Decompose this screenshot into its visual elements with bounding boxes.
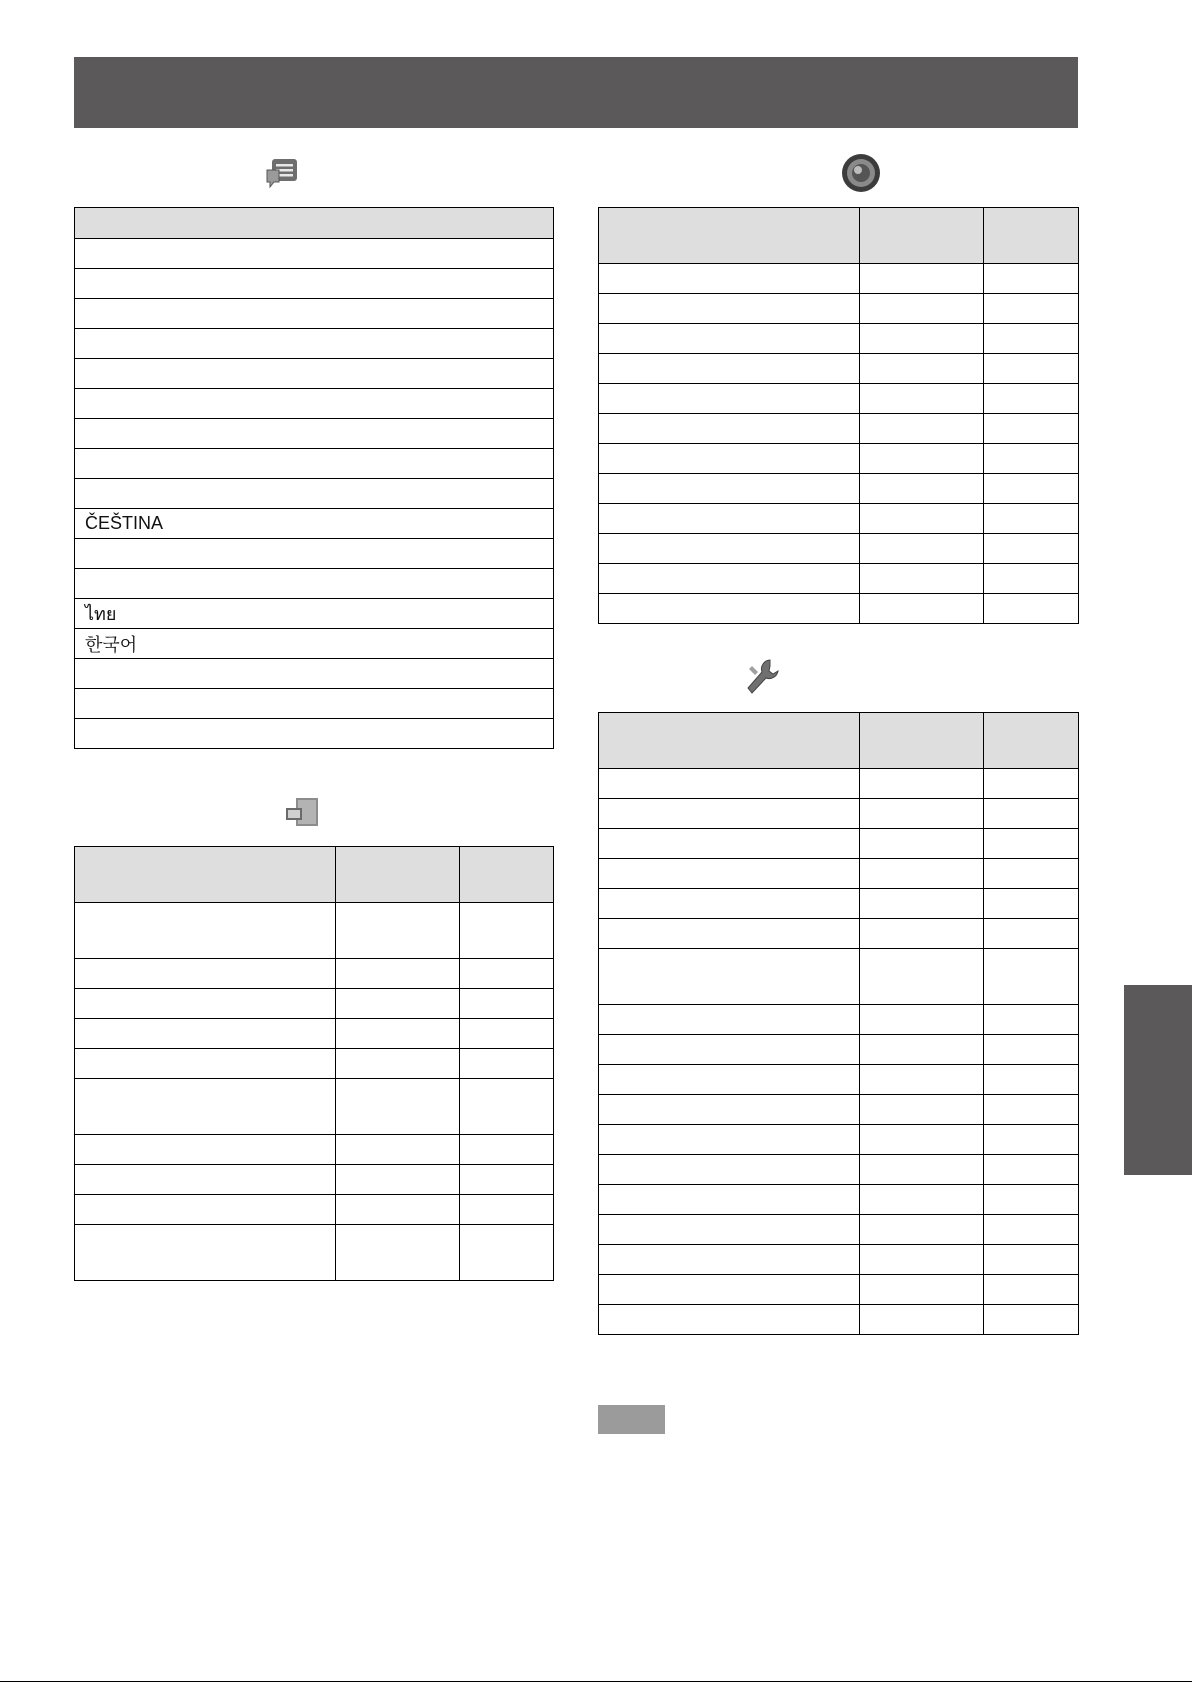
audio-cell [860, 564, 984, 594]
language-option [75, 449, 554, 479]
audio-cell [984, 414, 1079, 444]
picture-cell [336, 1079, 460, 1135]
language-row [75, 359, 554, 389]
picture-cell [460, 903, 554, 959]
language-table [74, 207, 554, 749]
setup-cell [599, 949, 860, 1005]
audio-cell [984, 534, 1079, 564]
audio-cell [599, 444, 860, 474]
picture-cell [75, 1195, 336, 1225]
setup-cell [599, 859, 860, 889]
picture-row [75, 989, 554, 1019]
setup-cell [599, 1125, 860, 1155]
picture-cell [460, 1019, 554, 1049]
setup-row [599, 949, 1079, 1005]
setup-cell [599, 829, 860, 859]
audio-cell [860, 504, 984, 534]
audio-cell [984, 504, 1079, 534]
setup-cell [984, 949, 1079, 1005]
header-banner [74, 57, 1078, 128]
picture-cell [336, 903, 460, 959]
picture-row [75, 1195, 554, 1225]
picture-cell [336, 989, 460, 1019]
audio-cell [599, 294, 860, 324]
language-row [75, 509, 554, 539]
audio-cell [984, 564, 1079, 594]
audio-row [599, 264, 1079, 294]
audio-row [599, 294, 1079, 324]
setup-cell [984, 859, 1079, 889]
picture-header-col2 [336, 847, 460, 903]
audio-cell [860, 534, 984, 564]
picture-cell [336, 1165, 460, 1195]
language-row [75, 299, 554, 329]
setup-cell [984, 1215, 1079, 1245]
setup-cell [860, 889, 984, 919]
picture-cell [460, 1049, 554, 1079]
audio-cell [599, 354, 860, 384]
language-option: 한국어 [75, 629, 554, 659]
picture-cell [460, 1079, 554, 1135]
setup-row [599, 1245, 1079, 1275]
picture-cell [75, 989, 336, 1019]
setup-row [599, 1125, 1079, 1155]
picture-cell [336, 1225, 460, 1281]
setup-cell [860, 1215, 984, 1245]
language-row [75, 659, 554, 689]
setup-table [598, 712, 1079, 1335]
audio-table [598, 207, 1079, 624]
setup-cell [984, 1125, 1079, 1155]
audio-row [599, 414, 1079, 444]
picture-row [75, 903, 554, 959]
picture-cell [75, 1049, 336, 1079]
audio-row [599, 444, 1079, 474]
audio-cell [860, 264, 984, 294]
setup-row [599, 889, 1079, 919]
picture-cell [460, 989, 554, 1019]
setup-row [599, 1155, 1079, 1185]
audio-cell [599, 324, 860, 354]
audio-cell [860, 324, 984, 354]
setup-row [599, 829, 1079, 859]
audio-cell [860, 414, 984, 444]
language-option [75, 299, 554, 329]
audio-cell [984, 594, 1079, 624]
language-option [75, 419, 554, 449]
language-option [75, 269, 554, 299]
audio-cell [984, 294, 1079, 324]
setup-cell [599, 1155, 860, 1185]
language-row [75, 449, 554, 479]
setup-cell [860, 949, 984, 1005]
picture-header-col1 [75, 847, 336, 903]
setup-row [599, 1065, 1079, 1095]
audio-speaker-icon [840, 152, 882, 194]
setup-row [599, 1275, 1079, 1305]
picture-cell [336, 959, 460, 989]
picture-cell [460, 1135, 554, 1165]
picture-cell [336, 1135, 460, 1165]
audio-cell [984, 264, 1079, 294]
audio-row [599, 354, 1079, 384]
picture-row [75, 1019, 554, 1049]
audio-cell [860, 474, 984, 504]
audio-cell [599, 564, 860, 594]
picture-header-col3 [460, 847, 554, 903]
setup-cell [860, 859, 984, 889]
language-row [75, 269, 554, 299]
audio-cell [984, 354, 1079, 384]
language-row [75, 629, 554, 659]
audio-cell [599, 474, 860, 504]
setup-cell [599, 1275, 860, 1305]
picture-cell [75, 1135, 336, 1165]
setup-row [599, 1035, 1079, 1065]
setup-header-col2 [860, 713, 984, 769]
setup-row [599, 1305, 1079, 1335]
setup-cell [599, 1215, 860, 1245]
setup-cell [984, 769, 1079, 799]
setup-cell [860, 1065, 984, 1095]
picture-cell [75, 1019, 336, 1049]
picture-row [75, 1049, 554, 1079]
language-row [75, 329, 554, 359]
setup-cell [984, 1155, 1079, 1185]
setup-cell [984, 1005, 1079, 1035]
audio-row [599, 324, 1079, 354]
audio-cell [860, 354, 984, 384]
setup-row [599, 769, 1079, 799]
language-row [75, 689, 554, 719]
language-option [75, 719, 554, 749]
setup-cell [599, 889, 860, 919]
language-row [75, 389, 554, 419]
note-label-box [598, 1405, 665, 1434]
picture-cell [75, 1079, 336, 1135]
language-row [75, 599, 554, 629]
setup-cell [860, 1245, 984, 1275]
language-option [75, 389, 554, 419]
audio-cell [599, 504, 860, 534]
setup-cell [599, 1095, 860, 1125]
setup-cell [860, 1035, 984, 1065]
audio-cell [984, 384, 1079, 414]
setup-cell [984, 1275, 1079, 1305]
setup-cell [599, 799, 860, 829]
language-row [75, 569, 554, 599]
audio-header-col1 [599, 208, 860, 264]
audio-row [599, 594, 1079, 624]
audio-cell [599, 264, 860, 294]
picture-cell [75, 1165, 336, 1195]
setup-cell [984, 1245, 1079, 1275]
audio-cell [984, 324, 1079, 354]
language-option [75, 239, 554, 269]
setup-cell [599, 769, 860, 799]
audio-cell [599, 594, 860, 624]
setup-cell [984, 919, 1079, 949]
setup-cell [860, 1005, 984, 1035]
picture-row [75, 959, 554, 989]
picture-cell [336, 1019, 460, 1049]
language-option [75, 539, 554, 569]
setup-cell [599, 919, 860, 949]
setup-cell [599, 1065, 860, 1095]
setup-cell [860, 1185, 984, 1215]
setup-cell [599, 1245, 860, 1275]
language-row [75, 539, 554, 569]
picture-cell [460, 959, 554, 989]
audio-row [599, 564, 1079, 594]
picture-cell [460, 1225, 554, 1281]
audio-cell [599, 534, 860, 564]
language-table-header [75, 208, 554, 239]
picture-cell [75, 1225, 336, 1281]
language-option [75, 689, 554, 719]
language-option [75, 359, 554, 389]
setup-cell [599, 1185, 860, 1215]
setup-row [599, 1005, 1079, 1035]
setup-cell [860, 1305, 984, 1335]
setup-row [599, 1095, 1079, 1125]
setup-wrench-icon [744, 658, 780, 696]
setup-cell [984, 1065, 1079, 1095]
setup-cell [984, 829, 1079, 859]
setup-cell [860, 919, 984, 949]
audio-row [599, 534, 1079, 564]
picture-cell [460, 1195, 554, 1225]
setup-cell [984, 1035, 1079, 1065]
audio-cell [984, 474, 1079, 504]
language-row [75, 239, 554, 269]
picture-row [75, 1165, 554, 1195]
chapter-side-tab [1124, 985, 1192, 1175]
setup-header-col3 [984, 713, 1079, 769]
setup-cell [599, 1035, 860, 1065]
audio-cell [860, 444, 984, 474]
picture-cell [75, 959, 336, 989]
audio-cell [860, 384, 984, 414]
setup-cell [860, 1155, 984, 1185]
setup-cell [984, 1095, 1079, 1125]
language-option [75, 659, 554, 689]
setup-cell [984, 1305, 1079, 1335]
page-bottom-rule [0, 1681, 1192, 1682]
picture-cell [336, 1195, 460, 1225]
language-option [75, 329, 554, 359]
setup-cell [860, 1125, 984, 1155]
setup-cell [860, 769, 984, 799]
picture-cell [460, 1165, 554, 1195]
audio-row [599, 474, 1079, 504]
audio-cell [860, 594, 984, 624]
language-option: ČEŠTINA [75, 509, 554, 539]
picture-row [75, 1135, 554, 1165]
setup-cell [984, 1185, 1079, 1215]
setup-header-col1 [599, 713, 860, 769]
setup-row [599, 1215, 1079, 1245]
language-option [75, 479, 554, 509]
audio-header-col2 [860, 208, 984, 264]
picture-cell [75, 903, 336, 959]
setup-cell [860, 829, 984, 859]
language-option: ไทย [75, 599, 554, 629]
setup-row [599, 859, 1079, 889]
setup-row [599, 1185, 1079, 1215]
setup-cell [599, 1005, 860, 1035]
audio-header-col3 [984, 208, 1079, 264]
language-menu-icon [264, 156, 300, 192]
setup-cell [860, 799, 984, 829]
setup-row [599, 919, 1079, 949]
language-option [75, 569, 554, 599]
audio-row [599, 504, 1079, 534]
audio-cell [984, 444, 1079, 474]
picture-row [75, 1079, 554, 1135]
audio-cell [599, 384, 860, 414]
audio-cell [599, 414, 860, 444]
language-row [75, 719, 554, 749]
setup-cell [860, 1275, 984, 1305]
language-row [75, 419, 554, 449]
setup-cell [984, 889, 1079, 919]
picture-row [75, 1225, 554, 1281]
picture-cell [336, 1049, 460, 1079]
audio-row [599, 384, 1079, 414]
picture-position-icon [284, 796, 320, 830]
picture-table [74, 846, 554, 1281]
language-row [75, 479, 554, 509]
setup-cell [860, 1095, 984, 1125]
setup-row [599, 799, 1079, 829]
setup-cell [984, 799, 1079, 829]
audio-cell [860, 294, 984, 324]
setup-cell [599, 1305, 860, 1335]
